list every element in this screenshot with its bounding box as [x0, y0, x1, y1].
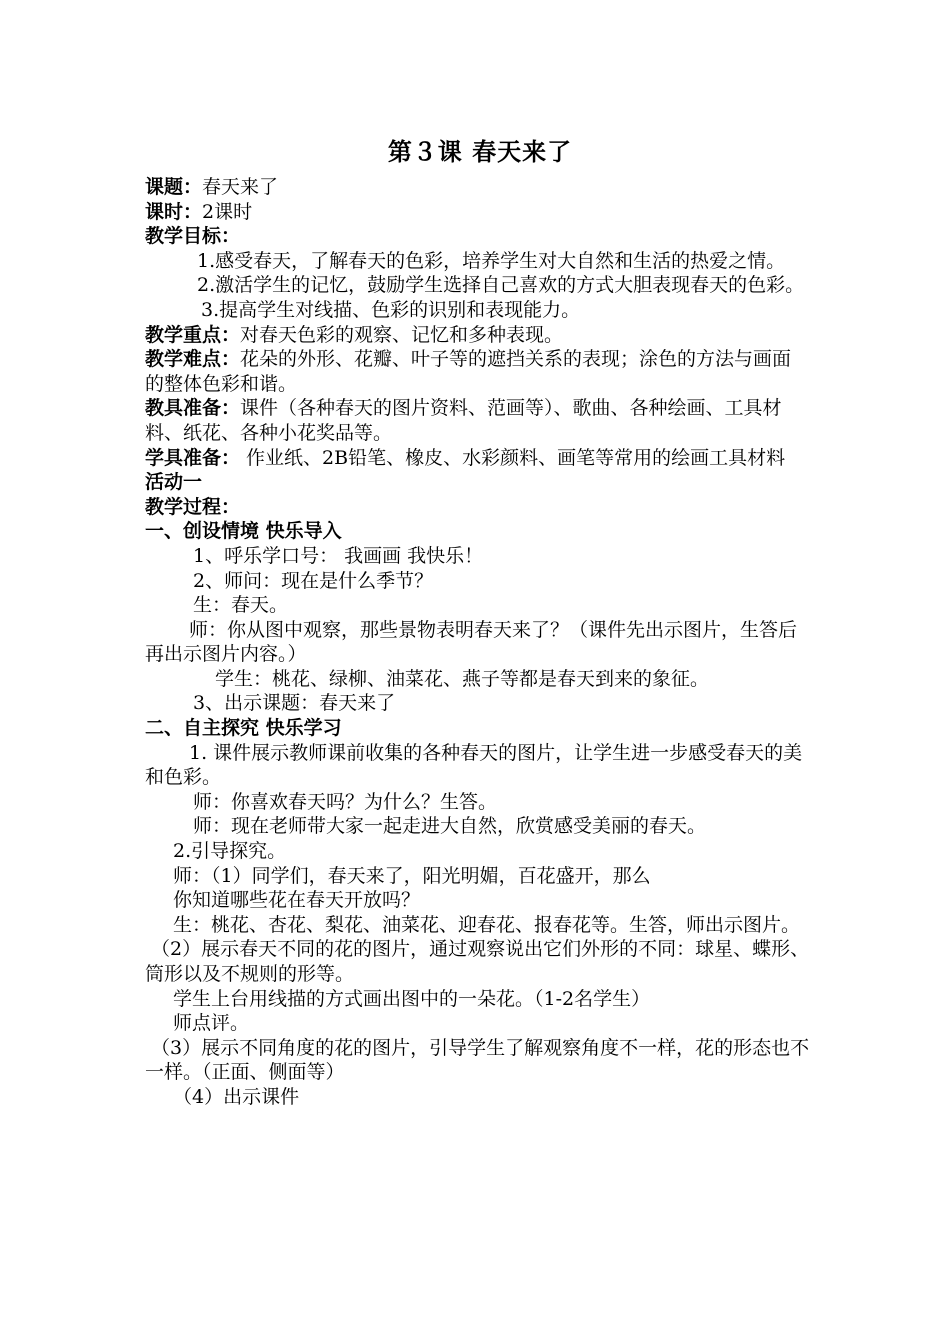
section2-line: 师：现在老师带大家一起走进大自然，欣赏感受美丽的春天。 [193, 815, 707, 838]
difficulty-label: 教学难点： [145, 348, 241, 371]
difficulty [145, 347, 810, 396]
topic-line [145, 175, 810, 200]
section1-line: 1、呼乐学口号： 我画画 我快乐！ [193, 544, 484, 567]
student-prep-text: 作业纸、2B铅笔、橡皮、水彩颜料、画笔等常用的绘画工具材料 [240, 446, 786, 469]
goal-2: 2.激活学生的记忆，鼓励学生选择自己喜欢的方式大胆表现春天的色彩。 [197, 274, 805, 297]
key-label: 教学重点： [145, 323, 241, 346]
section2-line: （3）展示不同角度的花的图片，引导学生了解观察角度不一样，花的形态也不一样。（正面、侧面等） [145, 1036, 810, 1084]
hours-line [145, 200, 810, 225]
topic-value: 春天来了 [202, 176, 279, 198]
section2-line: 你知道哪些花在春天开放吗？ [173, 889, 421, 912]
section1-heading: 一、创设情境 快乐导入 [145, 520, 342, 543]
section1-line: 3、出示课题：春天来了 [193, 692, 396, 715]
topic-label: 课题： [145, 176, 203, 198]
document-page [145, 132, 810, 1110]
section2-line: 师点评。 [173, 1012, 250, 1035]
goal-3: 3.提高学生对线描、色彩的识别和表现能力。 [201, 298, 581, 321]
key-point [145, 323, 810, 348]
teacher-prep [145, 396, 810, 445]
hours-value: 2课时 [202, 200, 253, 223]
difficulty-text: 花朵的外形、花瓣、叶子等的遮挡关系的表现；涂色的方法与画面的整体色彩和谐。 [145, 348, 792, 395]
section1-line: 师：你从图中观察，那些景物表明春天来了？（课件先出示图片，生答后再出示图片内容。） [145, 618, 798, 666]
page-title: 第３课 春天来了 [387, 138, 573, 166]
goal-1: 1.感受春天，了解春天的色彩，培养学生对大自然和生活的热爱之情。 [197, 249, 786, 272]
section2-line: 师：你喜欢春天吗？为什么？生答。 [193, 790, 498, 813]
student-prep [145, 446, 810, 471]
section2-heading: 二、自主探究 快乐学习 [145, 717, 342, 740]
hours-label: 课时： [145, 200, 203, 223]
teacher-prep-text: 课件（各种春天的图片资料、范画等）、歌曲、各种绘画、工具材料、纸花、各种小花奖品等。 [145, 397, 782, 444]
section2-line: （2）展示春天不同的花的图片，通过观察说出它们外形的不同：球星、蝶形、筒形以及不规则的形等。 [145, 938, 810, 985]
student-prep-label: 学具准备： [145, 446, 241, 469]
section2-line: 生：桃花、杏花、梨花、油菜花、迎春花、报春花等。生答，师出示图片。 [173, 913, 801, 936]
section2-line: 学生上台用线描的方式画出图中的一朵花。（1-2名学生） [173, 987, 651, 1010]
section2-line: 1. 课件展示教师课前收集的各种春天的图片，让学生进一步感受春天的美和色彩。 [145, 741, 803, 789]
section1-line: 2、师问：现在是什么季节？ [193, 569, 434, 592]
section1-line: 学生：桃花、绿柳、油菜花、燕子等都是春天到来的象征。 [215, 667, 710, 690]
key-text: 对春天色彩的观察、记忆和多种表现。 [240, 323, 564, 346]
section1-line: 生：春天。 [193, 594, 289, 617]
goals-heading: 教学目标： [145, 225, 241, 248]
activity-heading: 活动一 [145, 471, 203, 494]
section2-line: 2.引导探究。 [173, 840, 287, 863]
section2-line: （4）出示课件 [173, 1085, 300, 1108]
process-heading: 教学过程： [145, 495, 241, 518]
section2-line: 师：（1）同学们，春天来了，阳光明媚，百花盛开，那么 [173, 864, 651, 887]
teacher-prep-label: 教具准备： [145, 397, 241, 420]
